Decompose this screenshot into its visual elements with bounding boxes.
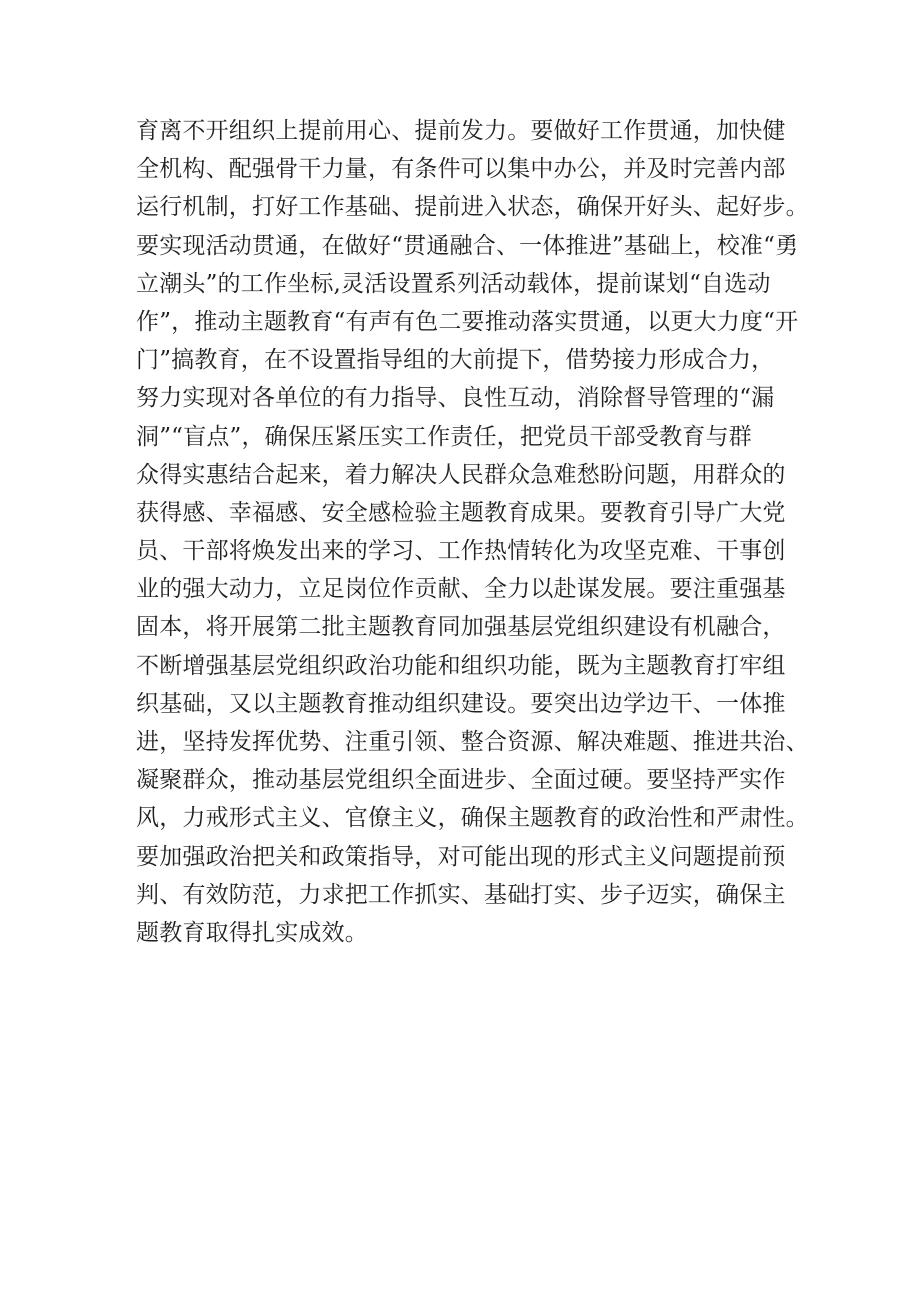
text-line: 运行机制，打好工作基础、提前进入状态，确保开好头、起好步。 [136, 194, 809, 221]
text-line: 凝聚群众，推动基层党组织全面进步、全面过硬。要坚持严实作 [136, 767, 786, 794]
text-line: 育离不开组织上提前用心、提前发力。要做好工作贯通，加快健 [136, 118, 786, 144]
text-line: 题教育取得扎实成效。 [136, 919, 368, 946]
text-line: 获得感、幸福感、安全感检验主题教育成果。要教育引导广大党 [136, 499, 786, 526]
text-line: 全机构、配强骨干力量，有条件可以集中办公，并及时完善内部 [136, 156, 786, 183]
text-line: 固本，将开展第二批主题教育同加强基层党组织建设有机融合， [136, 614, 786, 641]
text-line: 员、干部将焕发出来的学习、工作热情转化为攻坚克难、干事创 [136, 538, 786, 565]
body-paragraph [136, 112, 809, 952]
text-line: 立潮头”的工作坐标,灵活设置系列活动载体，提前谋划“自选动 [136, 270, 771, 297]
text-line: 进，坚持发挥优势、注重引领、整合资源、解决难题、推进共治、 [136, 729, 809, 755]
text-line: 作”，推动主题教育“有声有色二要推动落实贯通，以更大力度“开 [136, 308, 799, 335]
text-line: 努力实现对各单位的有力指导、良性互动，消除督导管理的“漏 [136, 385, 775, 412]
text-line: 不断增强基层党组织政治功能和组织功能，既为主题教育打牢组 [136, 652, 786, 679]
text-line: 织基础，又以主题教育推动组织建设。要突出边学边干、一体推 [136, 690, 786, 717]
text-line: 要加强政治把关和政策指导，对可能出现的形式主义问题提前预 [136, 843, 786, 870]
text-line: 判、有效防范，力求把工作抓实、基础打实、步子迈实，确保主 [136, 881, 786, 908]
text-line: 洞”“盲点”，确保压紧压实工作责任，把党员干部受教育与群 [136, 423, 752, 450]
text-line: 要实现活动贯通，在做好“贯通融合、一体推进”基础上，校准“勇 [136, 232, 799, 259]
text-line: 业的强大动力，立足岗位作贡献、全力以赴谋发展。要注重强基 [136, 576, 786, 603]
text-line: 众得实惠结合起来，着力解决人民群众急难愁盼问题，用群众的 [136, 461, 786, 488]
text-line: 门”搞教育，在不设置指导组的大前提下，借势接力形成合力， [136, 347, 775, 374]
text-line: 风，力戒形式主义、官僚主义，确保主题教育的政治性和严肃性。 [136, 805, 809, 832]
